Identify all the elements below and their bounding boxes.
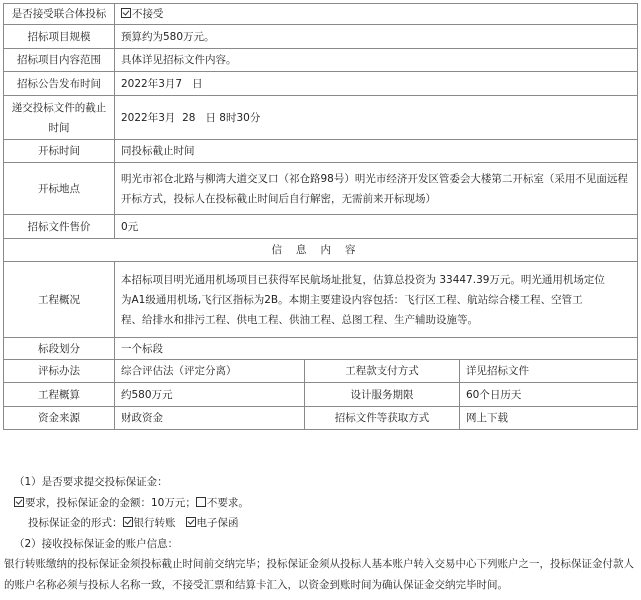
row-scale [4, 25, 638, 49]
label-budget: 工程概算 [4, 383, 115, 407]
value-service-period: 60个日历天 [460, 383, 638, 407]
value-budget: 约580万元 [115, 383, 305, 407]
overview-line-3: 程、给排水和排污工程、供电工程、供油工程、总图工程、生产辅助设施等。 [121, 313, 478, 326]
value-lot: 一个标段 [115, 338, 638, 360]
value-consortium [115, 4, 638, 25]
checked-box-icon [123, 517, 133, 527]
label-scale: 招标项目规模 [4, 25, 115, 49]
note-transfer-rules: 银行转账缴纳的投标保证金须投标截止时间前交纳完毕；投标保证金须从投标人基本账户转入交易中心下列账户之一，投标保证金付款人的账户名称必须与投标人名称一致，不接受汇票和结算卡汇入，以资金到账时间为确认保证金交纳完毕时间。 [4, 558, 634, 591]
label-consortium: 是否接受联合体投标 [4, 4, 115, 25]
row-scope [4, 49, 638, 72]
row-publish [4, 72, 638, 96]
row-open-time [4, 140, 638, 163]
label-open-time: 开标时间 [4, 140, 115, 163]
section-title: 信息内容 [4, 239, 638, 262]
label-doc-method: 招标文件等获取方式 [305, 407, 460, 430]
label-eval: 评标办法 [4, 360, 115, 383]
value-open-time: 同投标截止时间 [115, 140, 638, 163]
label-deadline [4, 96, 115, 140]
label-scope: 招标项目内容范围 [4, 49, 115, 72]
value-overview [115, 262, 638, 338]
note-deposit-required: （1）是否要求提交投标保证金： [14, 476, 168, 488]
checked-box-icon [186, 517, 196, 527]
value-doc-method: 网上下载 [460, 407, 638, 430]
note-deposit-form [0, 513, 641, 534]
value-consortium-text: 不接受 [132, 8, 164, 20]
empty-box-icon [196, 497, 206, 507]
note-deposit-options [0, 493, 641, 514]
row-budget [4, 383, 638, 407]
label-payment: 工程款支付方式 [305, 360, 460, 383]
label-overview: 工程概况 [4, 262, 115, 338]
deposit-notes [0, 472, 641, 595]
row-open-place [4, 163, 638, 215]
label-deadline-line-1: 递交投标文件的截止 [11, 101, 107, 114]
note-e-guarantee: 电子保函 [196, 517, 239, 529]
label-service-period: 设计服务期限 [305, 383, 460, 407]
overview-line-2: 为A1级通用机场,飞行区指标为2B。本期主要建设内容包括：飞行区工程、航站综合楼工程、空管工 [121, 293, 583, 306]
value-open-place: 明光市祁仓北路与柳湾大道交叉口（祁仓路98号）明光市经济开发区管委会大楼第二开标室（采用不见面远程开标方式，投标人在投标截止时间后自行解密，无需前来开标现场） [115, 163, 638, 215]
note-deposit-not-required: 不要求。 [206, 496, 249, 509]
overview-line-1: 本招标项目明光通用机场项目已获得军民航场址批复，估算总投资为 33447.39万元。明光通用机场定位 [121, 273, 605, 286]
value-eval: 综合评估法（评定分离） [115, 360, 305, 383]
note-bank-transfer: 银行转账 [133, 517, 176, 529]
label-deadline-line-2: 时间 [48, 121, 70, 134]
label-fund: 资金来源 [4, 407, 115, 430]
note-deposit-amount: 要求，投标保证金的金额：10万元； [25, 496, 196, 509]
value-scope: 具体详见招标文件内容。 [115, 49, 638, 72]
value-publish: 2022年3月7 日 [115, 72, 638, 96]
row-consortium [4, 4, 638, 25]
note-deposit-form-label: 投标保证金的形式： [28, 517, 123, 529]
value-payment: 详见招标文件 [460, 360, 638, 383]
row-fund [4, 407, 638, 430]
value-fund: 财政资金 [115, 407, 305, 430]
row-overview [4, 262, 638, 338]
label-price: 招标文件售价 [4, 215, 115, 239]
label-open-place: 开标地点 [4, 163, 115, 215]
value-scale: 预算约为580万元。 [115, 25, 638, 49]
checked-box-icon [121, 8, 131, 18]
label-publish: 招标公告发布时间 [4, 72, 115, 96]
row-deadline [4, 96, 638, 140]
row-section-title [4, 239, 638, 262]
label-lot: 标段划分 [4, 338, 115, 360]
tender-info-table [3, 3, 638, 430]
row-eval [4, 360, 638, 383]
row-lot [4, 338, 638, 360]
row-price [4, 215, 638, 239]
checked-box-icon [14, 497, 24, 507]
value-price: 0元 [115, 215, 638, 239]
note-account-info: （2）接收投标保证金的账户信息： [14, 537, 179, 550]
value-deadline: 2022年3月 28 日 8时30分 [115, 96, 638, 140]
